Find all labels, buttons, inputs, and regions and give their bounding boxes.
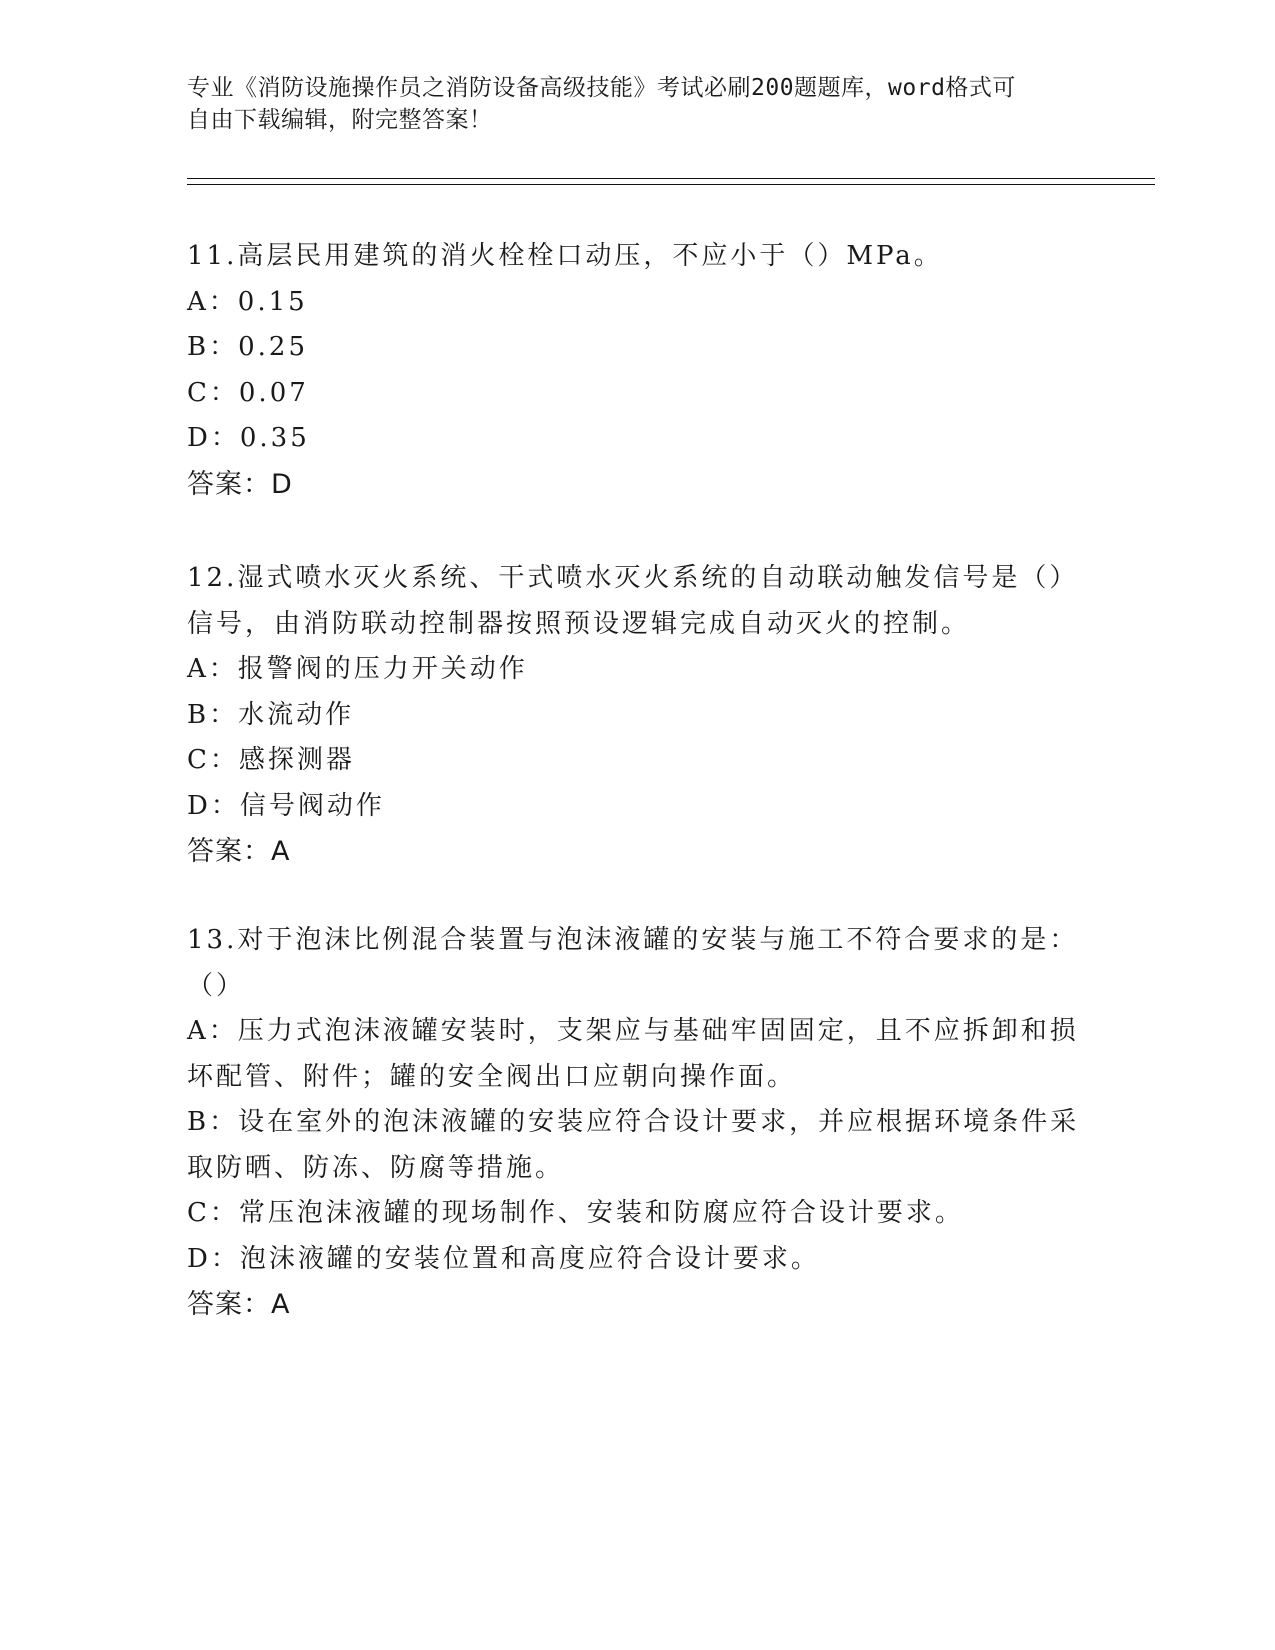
option-d: D：泡沫液罐的安装位置和高度应符合设计要求。 bbox=[187, 1243, 820, 1274]
option-b: B：0.25 bbox=[187, 332, 308, 362]
option-b-continued: 取防晒、防冻、防腐等措施。 bbox=[187, 1152, 565, 1183]
question-text: 11.高层民用建筑的消火栓栓口动压，不应小于（）MPa。 bbox=[187, 241, 943, 271]
answer: 答案：A bbox=[187, 836, 291, 867]
document-header bbox=[187, 72, 1087, 136]
header-line: 自由下载编辑，附完整答案！ bbox=[187, 107, 493, 133]
option-a: A：压力式泡沫液罐安装时，支架应与基础牢固固定，且不应拆卸和损 bbox=[187, 1016, 1079, 1046]
option-b: B：设在室外的泡沫液罐的安装应符合设计要求，并应根据环境条件采 bbox=[187, 1107, 1080, 1137]
answer: 答案：D bbox=[187, 468, 293, 500]
option-a-continued: 坏配管、附件；罐的安全阀出口应朝向操作面。 bbox=[187, 1061, 797, 1092]
option-c: C：常压泡沫液罐的现场制作、安装和防腐应符合设计要求。 bbox=[187, 1198, 964, 1228]
option-d: D：0.35 bbox=[187, 423, 310, 453]
option-b: B：水流动作 bbox=[187, 699, 355, 730]
option-d: D：信号阀动作 bbox=[187, 790, 385, 821]
option-c: C：0.07 bbox=[187, 377, 309, 408]
question-text: 12.湿式喷水灭火系统、干式喷水灭火系统的自动联动触发信号是（） bbox=[187, 563, 1079, 593]
question-text: 信号，由消防联动控制器按照预设逻辑完成自动灭火的控制。 bbox=[187, 608, 971, 639]
question-text: 13.对于泡沫比例混合装置与泡沫液罐的安装与施工不符合要求的是： bbox=[187, 925, 1079, 955]
question-13 bbox=[187, 918, 1087, 1328]
option-a: A：0.15 bbox=[187, 286, 308, 317]
option-c: C：感探测器 bbox=[187, 745, 355, 775]
question-12 bbox=[187, 556, 1087, 875]
option-a: A：报警阀的压力开关动作 bbox=[187, 654, 528, 684]
question-text: （） bbox=[187, 970, 246, 1001]
answer: 答案：A bbox=[187, 1289, 291, 1320]
header-line: 专业《消防设施操作员之消防设备高级技能》考试必刷200题题库，word格式可 bbox=[187, 75, 1016, 101]
header-divider bbox=[187, 178, 1155, 185]
question-11 bbox=[187, 234, 1087, 507]
